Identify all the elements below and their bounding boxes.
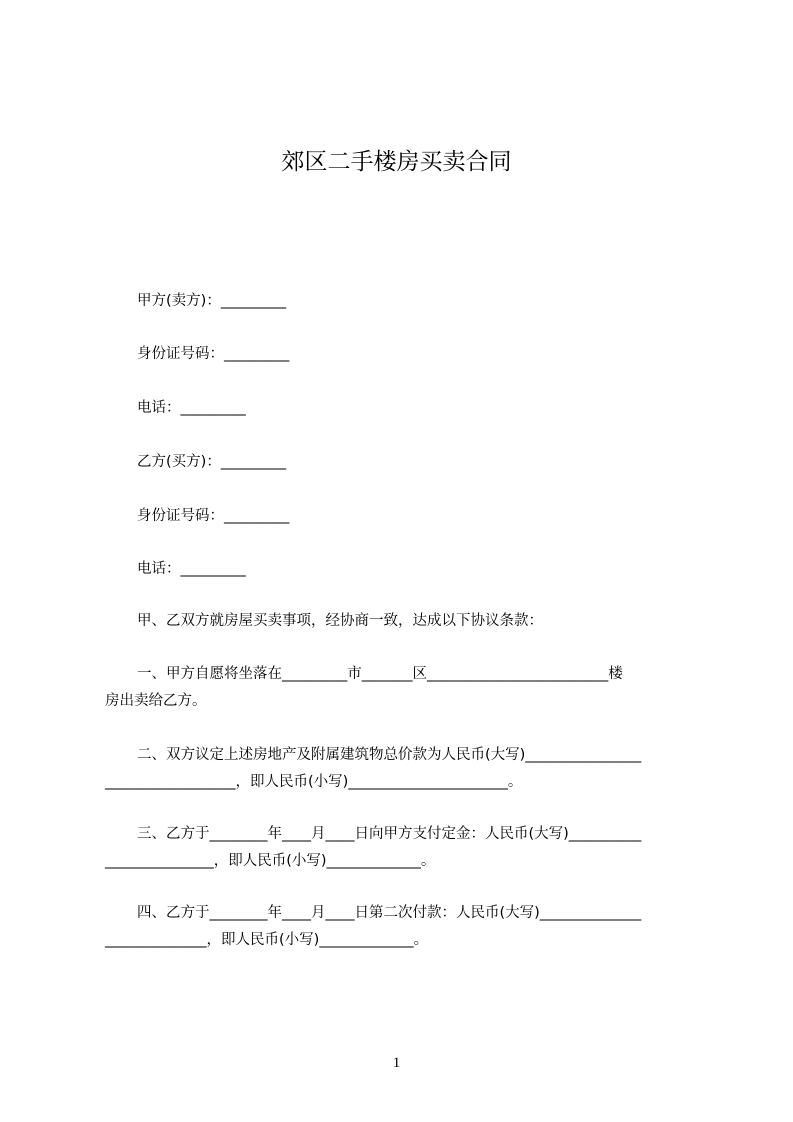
page-number: 1 bbox=[392, 1055, 401, 1071]
seller-name-field: 甲方(卖方)：_________ bbox=[137, 293, 287, 309]
buyer-name-field: 乙方(买方)：_________ bbox=[137, 454, 287, 470]
clause-2-line-1: 二、双方议定上述房地产及附属建筑物总价款为人民币(大写)________________ bbox=[137, 747, 642, 763]
buyer-phone-field: 电话：_________ bbox=[137, 561, 246, 577]
intro-paragraph: 甲、乙双方就房屋买卖事项，经协商一致，达成以下协议条款： bbox=[137, 613, 543, 629]
clause-3-line-2: _______________，即人民币(小写)_____________。 bbox=[105, 853, 436, 869]
clause-1-line-1: 一、甲方自愿将坐落在_________市_______区_________________________楼 bbox=[137, 666, 623, 682]
clause-4-line-1: 四、乙方于________年____月____日第二次付款：人民币(大写)______________ bbox=[137, 905, 642, 921]
clause-2-line-2: __________________，即人民币(小写)______________________。 bbox=[105, 774, 523, 790]
seller-phone-field: 电话：_________ bbox=[137, 400, 246, 416]
buyer-id-field: 身份证号码：_________ bbox=[137, 508, 290, 524]
clause-3-line-1: 三、乙方于________年____月____日向甲方支付定金：人民币(大写)__________ bbox=[137, 826, 642, 842]
clause-1-line-2: 房出卖给乙方。 bbox=[105, 693, 207, 709]
seller-id-field: 身份证号码：_________ bbox=[137, 346, 290, 362]
clause-4-line-2: ______________，即人民币(小写)_____________。 bbox=[105, 932, 429, 948]
document-title: 郊区二手楼房买卖合同 bbox=[281, 149, 512, 175]
